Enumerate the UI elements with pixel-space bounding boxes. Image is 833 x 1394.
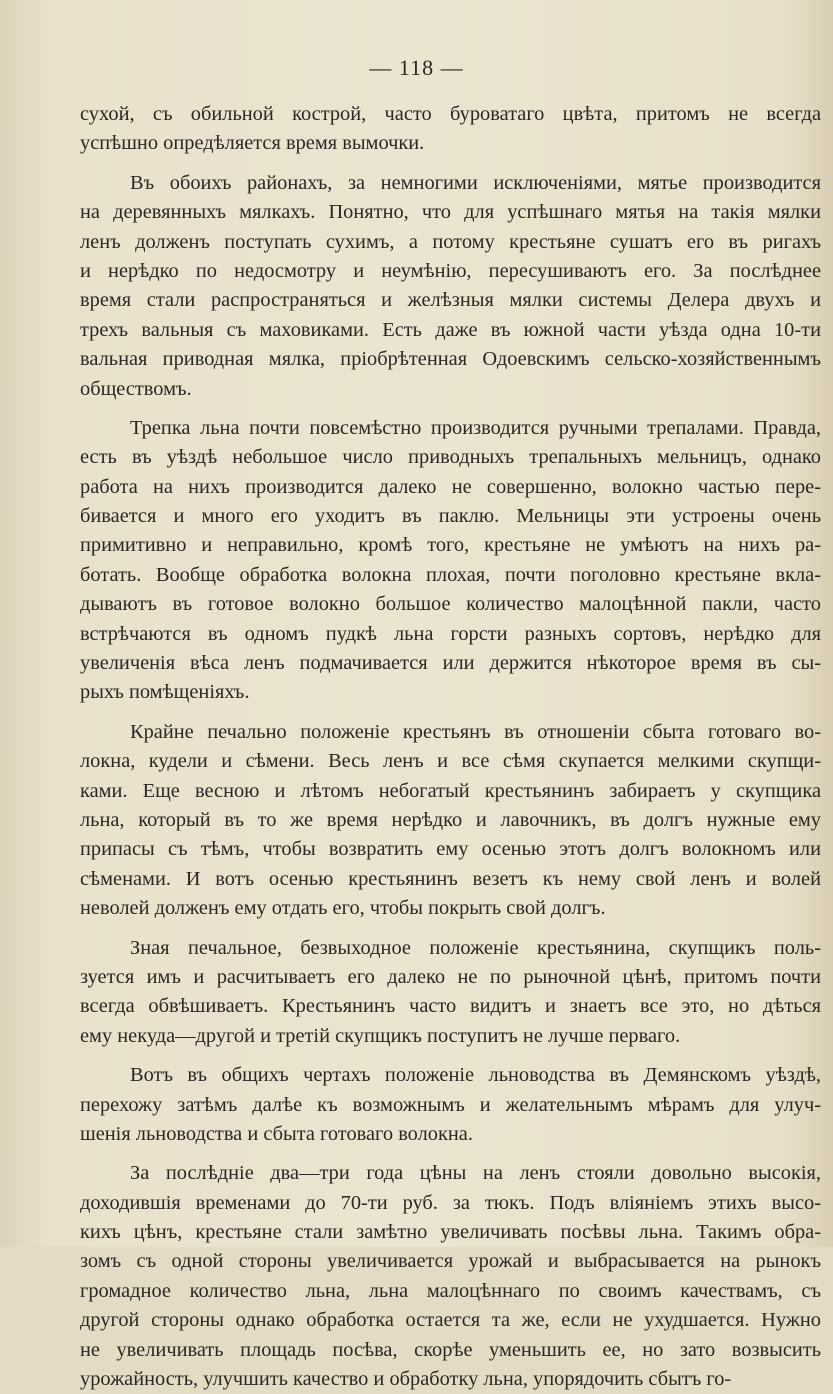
page-number: — 118 — [369, 55, 464, 80]
text-line: зомъ съ одной стороны увеличивается урожай и выбрасывается на рынокъ [80, 1250, 821, 1273]
text-line: встрѣчаются въ одномъ пудкѣ льна горсти разныхъ сортовъ, нерѣдко для [80, 622, 821, 645]
text-line: Крайне печально положеніе крестьянъ въ отношеніи сбыта готоваго во- [130, 720, 821, 743]
text-line: громадное количество льна, льна малоцѣннаго по своимъ качествамъ, съ [80, 1279, 821, 1302]
body-text [80, 100, 821, 1394]
text-line: есть въ уѣздѣ небольшое число приводныхъ трепальныхъ мельницъ, однако [80, 446, 821, 469]
paragraph-gap [80, 924, 821, 934]
text-line: успѣшно опредѣляется время вымочки. [80, 132, 425, 155]
text-line: ками. Еще весною и лѣтомъ небогатый крестьянинъ забираетъ у скупщика [80, 779, 821, 802]
paragraph [80, 1061, 821, 1149]
text-line: всегда обвѣшиваетъ. Крестьянинъ часто видитъ и знаетъ все это, но дѣться [80, 995, 821, 1018]
text-line: перехожу затѣмъ далѣе къ возможнымъ и желательнымъ мѣрамъ для улуч- [80, 1093, 821, 1116]
text-line: Въ обоихъ районахъ, за немногими исключеніями, мятье производится [130, 171, 821, 194]
paragraph-gap [80, 159, 821, 169]
text-line: Трепка льна почти повсемѣстно производится ручными трепалами. Правда, [130, 416, 821, 439]
text-line: доходившія временами до 70-ти руб. за тюкъ. Подъ вліяніемъ этихъ высо- [80, 1191, 821, 1214]
text-line: льна, который въ то же время нерѣдко и лавочникъ, въ долгъ нужные ему [80, 808, 821, 831]
paragraph [80, 718, 821, 924]
text-line: работа на нихъ производится далеко не совершенно, волокно частью пере- [80, 475, 821, 498]
text-line: локна, кудели и сѣмени. Весь ленъ и все сѣмя скупается мелкими скупщи- [80, 750, 821, 773]
text-line: сухой, съ обильной кострой, часто буроватаго цвѣта, притомъ не всегда [80, 103, 821, 125]
text-line: вальная приводная мялка, пріобрѣтенная Одоевскимъ сельско-хозяйственнымъ [80, 348, 821, 371]
text-line: Вотъ въ общихъ чертахъ положеніе льноводства въ Демянскомъ уѣздѣ, [130, 1064, 821, 1087]
paragraph-gap [80, 404, 821, 414]
text-line: зуется имъ и расчитываетъ его далеко не по рыночной цѣнѣ, притомъ почти [80, 965, 821, 988]
text-line: припасы съ тѣмъ, чтобы возвратить ему осенью этотъ долгъ волокномъ или [80, 838, 821, 861]
text-line: и нерѣдко по недосмотру и неумѣнію, пересушиваютъ его. За послѣднее [80, 259, 821, 282]
text-line: Зная печальное, безвыходное положеніе крестьянина, скупщикъ поль- [130, 936, 821, 959]
text-line: трехъ вальныя съ маховиками. Есть даже въ южной части уѣзда одна 10-ти [80, 318, 821, 341]
text-line: ему некуда—другой и третій скупщикъ поступитъ не лучше перваго. [80, 1024, 681, 1047]
text-line: не увеличивать площадь посѣва, скорѣе уменьшить ее, но зато возвысить [80, 1338, 821, 1361]
paragraph [80, 100, 821, 159]
text-line: За послѣдніе два—три года цѣны на ленъ стояли довольно высокія, [130, 1162, 821, 1185]
paragraph [80, 1159, 821, 1394]
paragraph [80, 169, 821, 404]
text-line: кихъ цѣнъ, крестьяне стали замѣтно увеличивать посѣвы льна. Такимъ обра- [80, 1221, 821, 1244]
paragraph [80, 414, 821, 708]
text-line: шенія льноводства и сбыта готоваго волокна. [80, 1122, 473, 1145]
text-line: на деревянныхъ мялкахъ. Понятно, что для успѣшнаго мятья на такія мялки [80, 201, 821, 224]
paragraph [80, 934, 821, 1052]
text-line: увеличенія вѣса ленъ подмачивается или держится нѣкоторое время въ сы- [80, 652, 821, 675]
text-line: ленъ долженъ поступать сухимъ, а потому крестьяне сушатъ его въ ригахъ [80, 230, 821, 253]
text-line: урожайность, улучшить качество и обработку льна, упорядочить сбытъ го- [80, 1368, 732, 1391]
paragraph-gap [80, 1051, 821, 1061]
text-line: обществомъ. [80, 377, 192, 400]
text-line: время стали распространяться и желѣзныя мялки системы Делера двухъ и [80, 289, 821, 312]
text-line: бивается и много его уходитъ въ паклю. Мельницы эти устроены очень [80, 505, 821, 528]
text-line: примитивно и неправильно, кромѣ того, крестьяне не умѣютъ на нихъ ра- [80, 534, 821, 557]
text-line: рыхъ помѣщеніяхъ. [80, 681, 250, 704]
text-line: сѣменами. И вотъ осенью крестьянинъ везетъ къ нему свой ленъ и волей [80, 867, 821, 890]
text-line: ботать. Вообще обработка волокна плохая, почти поголовно крестьяне вкла- [80, 563, 821, 586]
text-line: другой стороны однако обработка остается та же, если не ухудшается. Нужно [80, 1309, 821, 1332]
paragraph-gap [80, 708, 821, 718]
paragraph-gap [80, 1149, 821, 1159]
text-line: дываютъ въ готовое волокно большое количество малоцѣнной пакли, часто [80, 593, 821, 616]
text-line: неволей долженъ ему отдать его, чтобы покрыть свой долгъ. [80, 897, 606, 920]
